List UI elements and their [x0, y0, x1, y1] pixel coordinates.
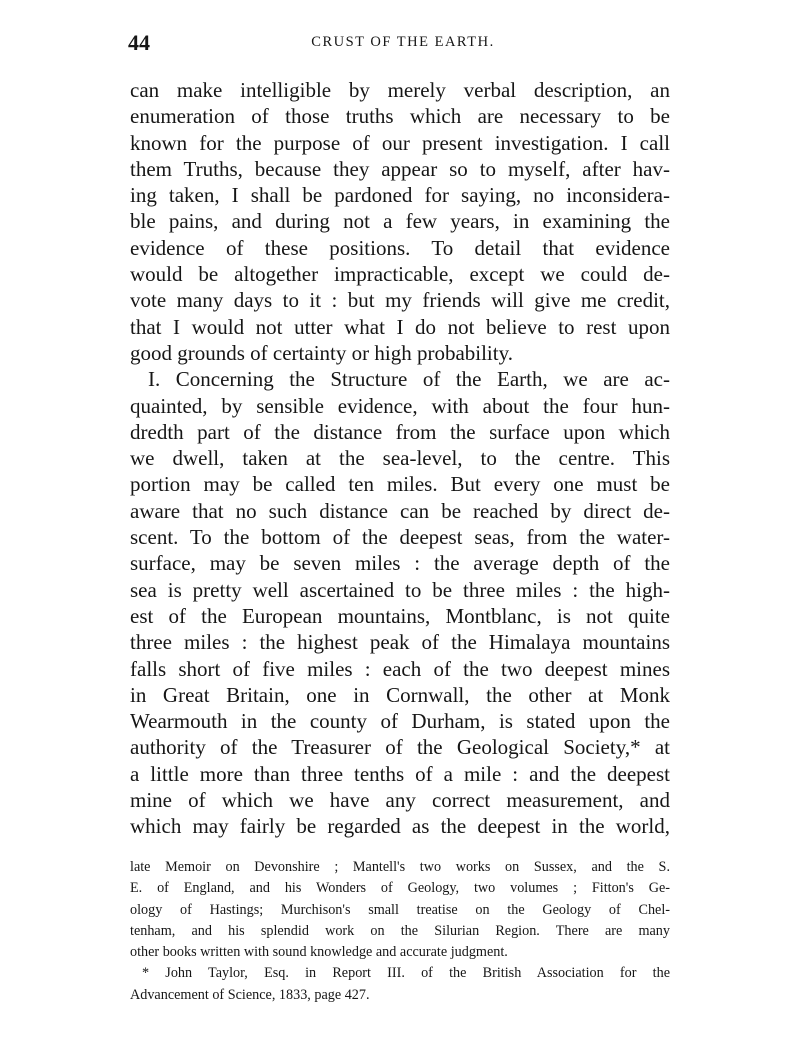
- text-line: can make intelligible by merely verbal description, an: [130, 78, 670, 102]
- text-line: scent. To the bottom of the deepest seas, from the water-: [130, 525, 670, 550]
- body-text: [130, 77, 670, 840]
- text-line: surface, may be seven miles : the average depth of the: [130, 551, 670, 576]
- running-title: CRUST OF THE EARTH.: [311, 34, 495, 50]
- text-line: known for the purpose of our present investigation. I call: [130, 130, 670, 155]
- text-line: we dwell, taken at the sea-level, to the centre. This: [130, 446, 670, 471]
- footnote-line: E. of England, and his Wonders of Geology, two volumes ; Fitton's Ge-: [130, 880, 670, 897]
- text-line: mine of which we have any correct measurement, and: [130, 788, 670, 813]
- text-line: sea is pretty well ascertained to be three miles : the high-: [130, 577, 670, 602]
- text-line: falls short of five miles : each of the two deepest mines: [130, 656, 670, 681]
- page-number: 44: [128, 30, 150, 55]
- text-line: aware that no such distance can be reached by direct de-: [130, 498, 670, 523]
- text-line: them Truths, because they appear so to myself, after hav-: [130, 156, 670, 181]
- text-line: in Great Britain, one in Cornwall, the other at Monk: [130, 682, 670, 707]
- footnotes: [130, 857, 670, 1006]
- paragraph-start-line: I. Concerning the Structure of the Earth, we are ac-: [148, 367, 670, 392]
- text-line: Wearmouth in the county of Durham, is stated upon the: [130, 709, 670, 734]
- text-line: portion may be called ten miles. But every one must be: [130, 472, 670, 497]
- text-line: a little more than three tenths of a mile : and the deepest: [130, 761, 670, 786]
- text-line: est of the European mountains, Montblanc, is not quite: [130, 603, 670, 628]
- text-line: ble pains, and during not a few years, in examining the: [130, 209, 670, 234]
- footnote-line: other books written with sound knowledge and accurate judgment.: [130, 944, 508, 961]
- text-line: that I would not utter what I do not believe to rest upon: [130, 314, 670, 339]
- text-line: ing taken, I shall be pardoned for saying, no inconsidera-: [130, 183, 670, 208]
- footnote-line: * John Taylor, Esq. in Report III. of the British Association for the: [142, 965, 670, 982]
- text-line: quainted, by sensible evidence, with about the four hun-: [130, 393, 670, 418]
- footnote-line: tenham, and his splendid work on the Silurian Region. There are many: [130, 922, 670, 939]
- text-line: which may fairly be regarded as the deepest in the world,: [130, 814, 670, 839]
- text-line: authority of the Treasurer of the Geological Society,* at: [130, 735, 670, 760]
- footnote-line: ology of Hastings; Murchison's small treatise on the Geology of Chel-: [130, 901, 670, 918]
- text-line: three miles : the highest peak of the Himalaya mountains: [130, 630, 670, 655]
- text-line: evidence of these positions. To detail that evidence: [130, 235, 670, 260]
- footnote-line: late Memoir on Devonshire ; Mantell's two works on Sussex, and the S.: [130, 859, 670, 875]
- text-line: vote many days to it : but my friends will give me credit,: [130, 288, 670, 313]
- running-head: [130, 30, 670, 56]
- text-line: dredth part of the distance from the surface upon which: [130, 419, 670, 444]
- text-line: would be altogether impracticable, except we could de-: [130, 262, 670, 287]
- footnote-line: Advancement of Science, 1833, page 427.: [130, 986, 370, 1003]
- text-line: enumeration of those truths which are necessary to be: [130, 104, 670, 129]
- paragraph-end-line: good grounds of certainty or high probability.: [130, 340, 513, 365]
